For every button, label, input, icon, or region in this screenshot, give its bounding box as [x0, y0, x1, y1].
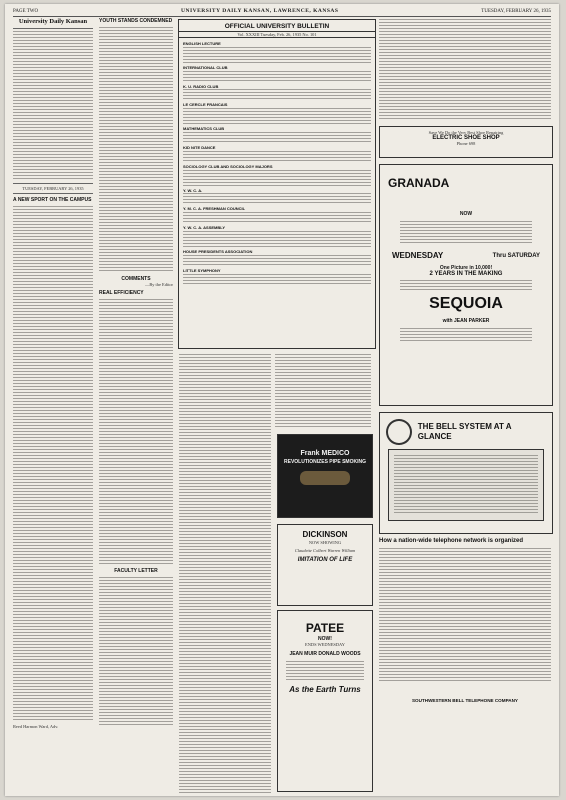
column-news-5: [379, 19, 551, 119]
granada-now-copy: [400, 221, 532, 245]
granada-tagline-copy: [400, 280, 532, 290]
bell-network-copy: [379, 548, 551, 683]
granada-title: SEQUOIA: [429, 295, 503, 312]
bulletin-item-heading: Y. W. C. A. ASSEMBLY: [183, 225, 226, 231]
patee-now: NOW!: [318, 636, 332, 642]
pipe-icon: [300, 471, 350, 485]
frank-medico-ad: [277, 434, 373, 518]
headline-comments: COMMENTS: [121, 276, 151, 282]
patee-title: As the Earth Turns: [289, 685, 361, 694]
headline-faculty-letter: FACULTY LETTER: [114, 568, 158, 574]
article-new-sport-body: [13, 206, 93, 721]
dickinson-name: DICKINSON: [302, 530, 348, 539]
bulletin-item-body: [183, 47, 371, 64]
dickinson-ad: [277, 524, 373, 606]
shoe-shop-name: ELECTRIC SHOE SHOP: [432, 135, 500, 141]
bell-system-chart: [388, 449, 544, 521]
bulletin-item-heading: Y. W. C. A.: [183, 187, 203, 193]
bulletin-item-body: [183, 274, 371, 286]
masthead-title: University Daily Kansan: [18, 18, 88, 25]
headline-youth-condemned: YOUTH STANDS CONDEMNED: [99, 18, 173, 24]
electric-shoe-shop-ad: [379, 126, 553, 158]
bulletin-item-heading: KID NITE DANCE: [183, 144, 216, 150]
bulletin-item-body: [183, 132, 371, 144]
shoe-shop-line1: Save We Do the Very Best Shoe Repairing: [428, 130, 504, 135]
column-news-3: [179, 354, 271, 794]
patee-name: PATEE: [305, 621, 345, 635]
article-faculty-letter-body: [99, 577, 173, 727]
bell-system-ad: [379, 412, 553, 534]
shoe-shop-phone: Phone 698: [456, 141, 476, 146]
patee-copy: [286, 661, 364, 681]
bulletin-volume-line: Vol. XXXIII Tuesday, Feb. 26, 1935 No. 101: [179, 31, 375, 38]
bell-system-title: THE BELL SYSTEM AT A GLANCE: [417, 422, 512, 441]
bell-network-headline: How a nation-wide telephone network is organized: [379, 538, 524, 544]
bell-network-ad: [379, 538, 551, 693]
bulletin-item-heading: HOUSE PRESIDENTS ASSOCIATION: [183, 248, 253, 254]
article-comments-body: [99, 299, 173, 564]
granada-credits: [400, 328, 532, 342]
masthead-staff-list: [13, 31, 93, 181]
editorial-signature: Reed Harmon Ward, Adv.: [13, 724, 59, 729]
bell-logo-icon: [386, 419, 412, 445]
medico-tagline: REVOLUTIONIZES PIPE SMOKING: [284, 459, 366, 465]
article-youth-body: [99, 27, 173, 272]
bulletin-item-heading: LITTLE SYMPHONY: [183, 267, 221, 273]
masthead-date: TUESDAY, FEBRUARY 26, 1935: [22, 186, 84, 191]
bulletin-item-body: [183, 89, 371, 101]
bulletin-item-body: [183, 71, 371, 83]
patee-stars: JEAN MUIR DONALD WOODS: [289, 651, 361, 657]
dickinson-stars: Claudette Colbert Warren William: [294, 548, 356, 553]
bell-network-footer: SOUTHWESTERN BELL TELEPHONE COMPANY: [411, 698, 518, 703]
bulletin-item-heading: INTERNATIONAL CLUB: [183, 64, 228, 70]
column-editorial-2: [99, 18, 173, 790]
bulletin-item-heading: MATHEMATICS CLUB: [183, 126, 225, 132]
granada-thru-saturday: Thru SATURDAY: [492, 253, 540, 259]
headline-real-efficiency: REAL EFFICIENCY: [99, 290, 144, 296]
granada-wednesday: WEDNESDAY: [392, 251, 444, 260]
bulletin-item-heading: K. U. RADIO CLUB: [183, 83, 219, 89]
granada-price: One Picture in 10,000!: [439, 265, 493, 271]
page-date: TUESDAY, FEBRUARY 26, 1935: [481, 8, 551, 14]
granada-ad: [379, 164, 553, 406]
bulletin-title: OFFICIAL UNIVERSITY BULLETIN: [224, 23, 330, 30]
page-header: [13, 6, 551, 17]
column-editorial: [13, 18, 93, 790]
paper-title: UNIVERSITY DAILY KANSAN, LAWRENCE, KANSAS: [181, 8, 339, 14]
granada-tagline: 2 YEARS IN THE MAKING: [429, 271, 503, 277]
bulletin-item-body: [183, 151, 371, 163]
granada-name: GRANADA: [388, 176, 450, 190]
granada-starring: with JEAN PARKER: [442, 318, 490, 324]
bulletin-item-heading: SOCIOLOGY CLUB AND SOCIOLOGY MAJORS: [183, 163, 273, 169]
comments-byline: —By the Editor: [144, 282, 173, 287]
granada-now: NOW: [459, 211, 473, 217]
headline-new-sport: A NEW SPORT ON THE CAMPUS: [13, 197, 92, 203]
dickinson-now-showing: NOW SHOWING: [308, 540, 342, 545]
bulletin-item-body: [183, 108, 371, 125]
bulletin-item-body: [183, 193, 371, 205]
bulletin-item-body: [183, 255, 371, 267]
page-label: PAGE TWO: [13, 8, 39, 14]
bulletin-item-heading: ENGLISH LECTURE: [183, 41, 221, 46]
bulletin-item-body: [183, 170, 371, 187]
dickinson-title: IMITATION OF LIFE: [297, 557, 353, 563]
medico-name: Frank MEDICO: [300, 450, 350, 457]
bulletin-item-body: [183, 231, 371, 248]
bulletin-item-heading: Y. M. C. A. FRESHMAN COUNCIL: [183, 206, 246, 212]
patee-ad: [277, 610, 373, 792]
official-bulletin: [178, 19, 376, 349]
column-news-4: [275, 354, 371, 429]
patee-ends: ENDS WEDNESDAY: [305, 642, 345, 647]
newspaper-page: [5, 4, 559, 796]
bulletin-items: [179, 38, 375, 288]
bulletin-item-body: [183, 212, 371, 224]
bulletin-item-heading: LE CERCLE FRANCAIS: [183, 102, 228, 108]
